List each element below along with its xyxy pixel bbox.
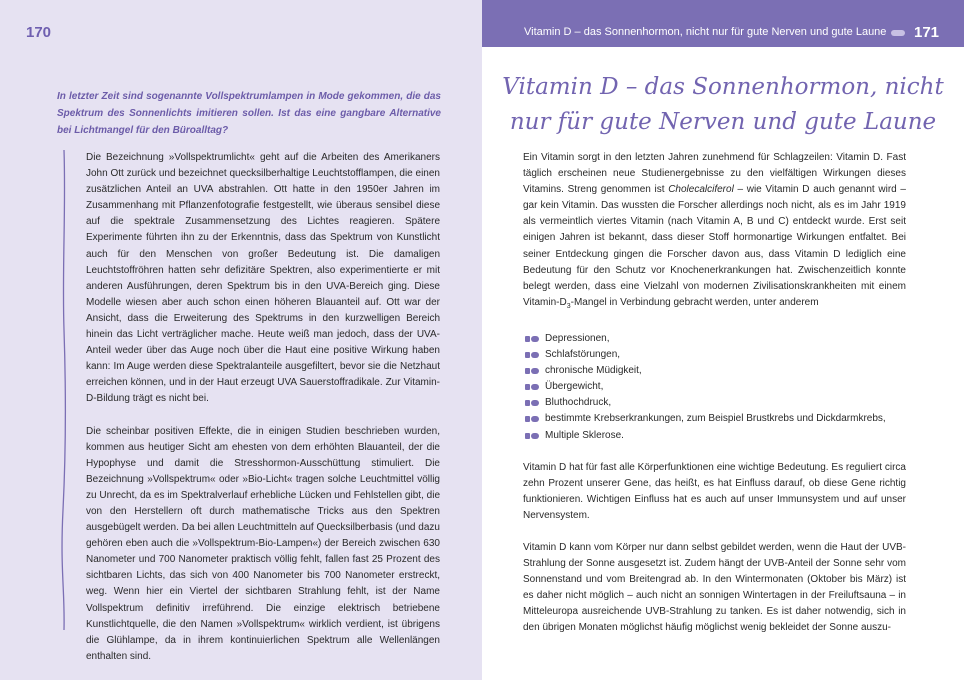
bullet-icon xyxy=(525,384,538,390)
list-item: Depressionen, xyxy=(523,331,906,347)
intro-paragraph xyxy=(523,150,906,315)
header-pill-icon xyxy=(891,30,905,36)
answer-paragraph-1: Die Bezeichnung »Vollspektrumlicht« geht auf die Arbeiten des Amerikaners John Ott zurück und bezeichnet quecksilberhaltige Leuchtstofflampen, die einen zusätzlichen Anteil an UVA abstrahlen. Ott hatte in den 1950er Jahren im Zusammenhang mit Pflanzenfotografie festgestellt, wie überaus sensibel diese auf die spektrale Zusammensetzung des Lichtes reagieren. Spätere Experimente führten ihn zu der Erkenntnis, dass das Spektrum von Kunstlicht auch für den Menschen von großer Bedeutung ist. Die damaligen Leuchtstoffröhren hatten sehr defizitäre Spektren, also experimentierte er mit anderen Ausführungen, deren Spektrum bis in den UVA-Bereich ging. Diese Modelle wiesen aber auch schon einen höheren Blauanteil auf. Ott war der Ansicht, dass die Erweiterung des Spektrums in den kurzwelligen Bereich hinein das Licht verträglicher mache. Heute weiß man jedoch, dass der UVA-Anteil weder über das Auge noch über die Haut eine positive Wirkung haben kann: Im Auge werden diese Spektralanteile ausgefiltert, bevor sie die Netzhaut erreichen können, und in der Haut erzeugt UVA Sauerstoffradikale. Zur Vitamin-D-Bildung trägt es nicht bei. xyxy=(86,152,440,405)
list-item: Multiple Sklerose. xyxy=(523,428,906,444)
intro-subscript: 3 xyxy=(566,302,571,310)
list-item: chronische Müdigkeit, xyxy=(523,363,906,379)
bullet-icon xyxy=(525,352,538,358)
chapter-body xyxy=(523,150,906,653)
body-paragraph-2: Vitamin D kann vom Körper nur dann selbst gebildet werden, wenn die Haut der UVB-Strahlung der Sonne ausgesetzt ist. Zudem hängt der UVB-Anteil der Sonne sehr vom Sonnenstand und vom Breitengrad ab. In den Wintermonaten (Oktober bis März) ist es daher nicht möglich – auch nicht an sonnigen Wintertagen in der Freiluftsauna – in Mitteleuropa ausreichende UVB-Strahlung zu tanken. Es ist daher notwendig, sich in den übrigen Monaten möglichst häufig möglichst wenig bekleidet der Sonne auszu- xyxy=(523,541,906,634)
question-text: In letzter Zeit sind sogenannte Vollspektrumlampen in Mode gekommen, die das Spektrum des Sonnenlichts imitieren sollen. Ist das eine gangbare Alternative bei Lichtmangel für den Büroalltag? xyxy=(57,91,441,136)
answer-paragraph-2: Die scheinbar positiven Effekte, die in einigen Studien beschrieben wurden, kommen aus heutiger Sicht am ehesten von dem erhöhten Blauanteil, der die Hypophyse und damit die Stresshormon-Ausschüttung stimuliert. Die Bezeichnung »Vollspektrum« oder »Bio-Licht« tragen solche Leuchtmittel völlig zu Unrecht, da es im Spektralverlauf erhebliche Lücken und Fehlstellen gibt, die von den Herstellern oft durch mathematische Tricks aus den Spektren ausgebügelt werden. Da bei allen Leuchtmitteln auf Quecksilberbasis (und dazu gehören eben auch die »Vollspektrum-Bio-Lampen«) der Bereich zwischen 630 Nanometer und 700 Nanometer praktisch völlig fehlt, fallen fast 25 Prozent des sichtbaren Lichts, das sich von 400 Nanometer bis 700 Nanometer erstreckt, weg. Wenn hier ein Viertel der sichtbaren Strahlung fehlt, ist der Name Vollspektrum definitiv irreführend. Die einzige elektrisch betriebene Kunstlichtquelle, die den Namen »Vollspektrum« wirklich verdient, ist übrigens die Glühlampe, da in ihrem kontinuierlichen Spektrum alle Wellenlängen enthalten sind. xyxy=(86,425,440,662)
left-page xyxy=(0,0,482,680)
list-item: bestimmte Krebserkrankungen, zum Beispiel Brustkrebs und Dickdarmkrebs, xyxy=(523,411,906,427)
chapter-title-line-2: nur für gute Nerven und gute Laune xyxy=(509,109,937,135)
intro-text-2: – wie Vitamin D auch genannt wird – gar kein Vitamin. Das wussten die Forscher allerdings noch nicht, als es im Jahr 1919 als vermeintlich viertes Vitamin (nach Vitamin A, B und C) entdeckt wurde. Erst seit einigen Jahren ist bekannt, dass dieser Stoff hormonartige Wirkungen entfaltet. Bei seiner Entdeckung gingen die Forscher davon aus, dass Vitamin D lediglich eine Bedeutung für den Schutz vor Knochenerkrankungen hat. Zwischenzeitlich konnte belegt werden, dass eine Vielzahl von modernen Zivilisationskrankheiten mit einem Vitamin-D xyxy=(523,184,906,308)
disease-list xyxy=(523,331,906,444)
chapter-title xyxy=(502,70,944,140)
running-header-title: Vitamin D – das Sonnenhormon, nicht nur für gute Nerven und gute Laune xyxy=(524,26,887,38)
bullet-icon xyxy=(525,416,538,422)
chapter-title-line-1: Vitamin D – das Sonnenhormon, nicht xyxy=(502,74,944,100)
bullet-icon xyxy=(525,400,538,406)
list-item: Übergewicht, xyxy=(523,379,906,395)
list-item: Schlafstörungen, xyxy=(523,347,906,363)
right-page xyxy=(482,0,964,680)
intro-text-1: Ein Vitamin sorgt in den letzten Jahren zunehmend für Schlagzeilen: Vitamin D. Fast täglich erscheinen neue Studienergebnisse zu den vielfältigen Wirkungen dieses Vitamins. Streng genommen ist xyxy=(523,152,906,196)
intro-italic-term: Cholecalciferol xyxy=(668,184,734,196)
bullet-icon xyxy=(525,336,538,342)
page-number-right: 171 xyxy=(914,24,940,41)
answer-text xyxy=(86,150,440,681)
body-paragraph-1: Vitamin D hat für fast alle Körperfunktionen eine wichtige Bedeutung. Es reguliert circa zehn Prozent unserer Gene, das heißt, es hat Einfluss darauf, ob diese Gene richtig funktionieren. Wichtigen Einfluss hat es auch auf unser Immunsystem und auf unser Nervensystem. xyxy=(523,461,906,521)
bullet-icon xyxy=(525,433,538,439)
wavy-margin-line xyxy=(60,150,68,630)
list-item: Bluthochdruck, xyxy=(523,395,906,411)
intro-text-3: -Mangel in Verbindung gebracht werden, unter anderem xyxy=(570,296,819,308)
running-header-bar xyxy=(482,0,964,47)
page-number-left: 170 xyxy=(26,24,52,41)
bullet-icon xyxy=(525,368,538,374)
